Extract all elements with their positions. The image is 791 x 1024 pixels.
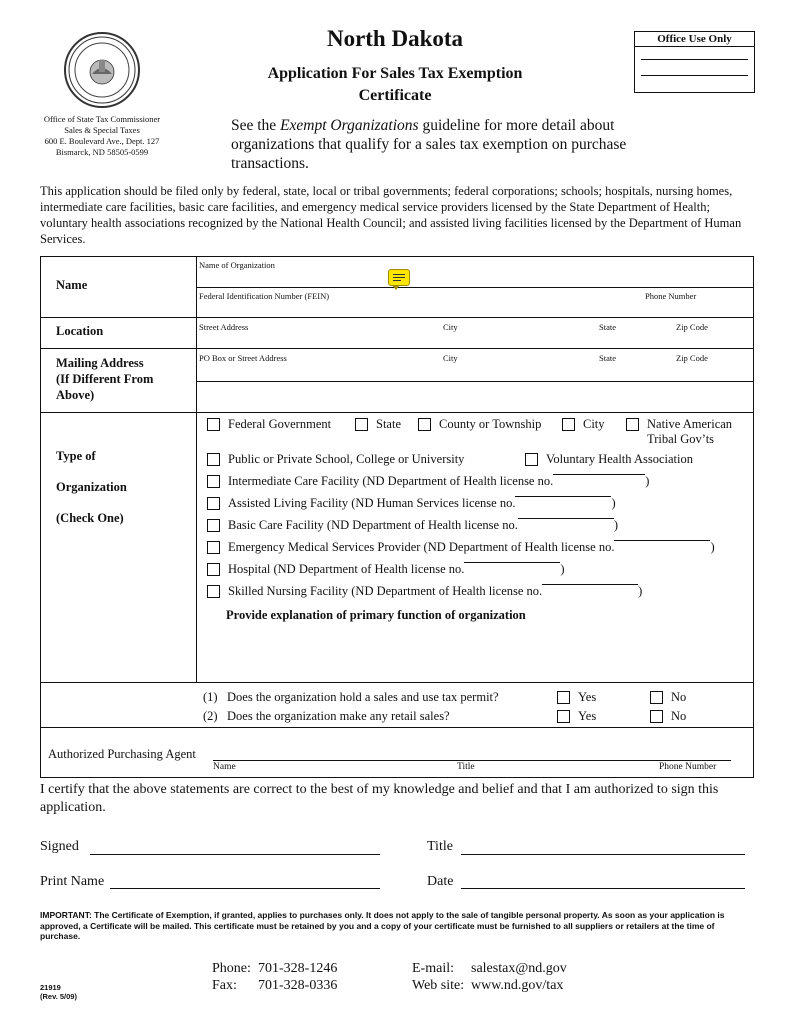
certification-statement: I certify that the above statements are correct to the best of my knowledge and belief and that I am authorized to sign this application. bbox=[40, 782, 719, 815]
mailing-label-line: Above) bbox=[56, 388, 95, 402]
option-label: Assisted Living Facility (ND Human Services license no. bbox=[228, 496, 516, 510]
office-address bbox=[40, 114, 164, 158]
form-title-line1: Application For Sales Tax Exemption bbox=[267, 65, 523, 82]
date-field[interactable] bbox=[461, 888, 745, 889]
divider bbox=[41, 727, 753, 728]
org-type-label: Type of bbox=[56, 449, 96, 463]
checkbox[interactable] bbox=[207, 541, 220, 554]
checkbox-county[interactable] bbox=[418, 417, 541, 432]
divider bbox=[196, 287, 753, 288]
mailing-state-field[interactable]: State bbox=[599, 353, 616, 363]
license-field[interactable] bbox=[518, 518, 614, 519]
option-label: Emergency Medical Services Provider (ND Department of Health license no. bbox=[228, 540, 615, 554]
checkbox-bcf[interactable] bbox=[207, 518, 618, 533]
note-line bbox=[393, 280, 401, 281]
state-field[interactable]: State bbox=[599, 322, 616, 332]
column-divider bbox=[196, 257, 197, 682]
checkbox[interactable] bbox=[626, 418, 639, 431]
website-label: Web site: bbox=[412, 978, 465, 993]
signed-label: Signed bbox=[40, 839, 79, 854]
title-field[interactable] bbox=[461, 854, 745, 855]
checkbox-ems[interactable] bbox=[207, 540, 715, 555]
print-name-label: Print Name bbox=[40, 874, 105, 889]
signature-field[interactable] bbox=[90, 854, 380, 855]
title-label: Title bbox=[427, 839, 453, 854]
org-type-hint: (Check One) bbox=[56, 511, 124, 525]
paren: ) bbox=[611, 496, 616, 510]
fein-field[interactable]: Federal Identification Number (FEIN) bbox=[199, 291, 330, 301]
checkbox[interactable] bbox=[418, 418, 431, 431]
question-text: Does the organization hold a sales and use tax permit? bbox=[227, 690, 499, 704]
location-label: Location bbox=[56, 324, 104, 338]
license-field[interactable] bbox=[614, 540, 710, 541]
form-revision: (Rev. 5/09) bbox=[40, 992, 77, 1001]
paren: ) bbox=[613, 518, 619, 532]
checkbox[interactable] bbox=[207, 585, 220, 598]
divider bbox=[41, 412, 753, 413]
divider bbox=[41, 682, 753, 683]
checkbox-vha[interactable] bbox=[525, 452, 693, 467]
question-1 bbox=[203, 690, 499, 705]
mailing-street-field[interactable]: PO Box or Street Address bbox=[199, 353, 287, 363]
option-label: State bbox=[376, 417, 401, 431]
office-street: 600 E. Boulevard Ave., Dept. 127 bbox=[44, 136, 160, 146]
q2-no[interactable] bbox=[650, 709, 686, 724]
agent-label: Authorized Purchasing Agent bbox=[48, 747, 196, 761]
license-field[interactable] bbox=[515, 496, 611, 497]
checkbox-native-american[interactable] bbox=[626, 417, 732, 447]
comment-note-icon[interactable] bbox=[388, 269, 410, 286]
license-field[interactable] bbox=[542, 584, 638, 585]
license-field[interactable] bbox=[464, 562, 560, 563]
office-city: Bismarck, ND 58505-0599 bbox=[55, 147, 149, 157]
license-field[interactable] bbox=[553, 474, 645, 475]
checkbox[interactable] bbox=[207, 497, 220, 510]
website-link[interactable]: www.nd.gov/tax bbox=[471, 978, 564, 993]
name-label: Name bbox=[56, 278, 88, 292]
state-seal bbox=[64, 32, 140, 108]
city-field[interactable]: City bbox=[443, 322, 458, 332]
option-label: Skilled Nursing Facility (ND Department of Health license no. bbox=[228, 584, 543, 598]
option-label: Voluntary Health Association bbox=[546, 452, 693, 466]
fax-label: Fax: bbox=[212, 978, 237, 993]
checkbox[interactable] bbox=[207, 453, 220, 466]
option-label: Public or Private School, College or University bbox=[228, 452, 465, 466]
checkbox-icf[interactable] bbox=[207, 474, 649, 489]
checkbox-alf[interactable] bbox=[207, 496, 616, 511]
paren: ) bbox=[710, 540, 715, 554]
question-number: (1) bbox=[203, 690, 218, 704]
checkbox-snf[interactable] bbox=[207, 584, 642, 599]
street-field[interactable]: Street Address bbox=[199, 322, 249, 332]
guideline-link-text: Exempt Organizations bbox=[280, 117, 419, 134]
phone-label: Phone: bbox=[212, 961, 251, 976]
question-text: Does the organization make any retail sales? bbox=[227, 709, 450, 723]
mailing-label-line: Mailing Address bbox=[56, 356, 144, 370]
form-number bbox=[40, 983, 77, 1001]
option-label: No bbox=[671, 709, 687, 723]
divider bbox=[41, 317, 753, 318]
option-label bbox=[647, 417, 732, 447]
mailing-label-line: (If Different From bbox=[56, 372, 154, 386]
state-title: North Dakota bbox=[326, 26, 464, 51]
checkbox-city[interactable] bbox=[562, 417, 605, 432]
office-name: Office of State Tax Commissioner bbox=[43, 114, 161, 124]
form-title-line2: Certificate bbox=[358, 87, 432, 104]
checkbox[interactable] bbox=[207, 519, 220, 532]
office-use-box bbox=[634, 31, 755, 93]
print-name-field[interactable] bbox=[110, 888, 380, 889]
application-form bbox=[40, 256, 754, 778]
guideline-text: See the bbox=[231, 117, 281, 134]
zip-field[interactable]: Zip Code bbox=[676, 322, 708, 332]
mailing-city-field[interactable]: City bbox=[443, 353, 458, 363]
option-label: County or Township bbox=[439, 417, 542, 431]
phone-field[interactable]: Phone Number bbox=[645, 291, 697, 301]
checkbox-federal[interactable] bbox=[207, 417, 331, 432]
option-label-line: Native American bbox=[647, 417, 733, 431]
agent-name-caption: Name bbox=[213, 762, 236, 772]
q1-yes[interactable] bbox=[557, 690, 596, 705]
eligibility-paragraph: This application should be filed only by federal, state, local or tribal governments; federal corporations; schools; hospitals, nursing homes, intermediate care facilities, basic care facilities, and emergency medical service providers licensed by the State Department of Health; voluntary health associations recognized by the National Health Council; and assisted living facilities licensed by the Department of Human Services. bbox=[40, 184, 742, 246]
form-title bbox=[240, 63, 550, 107]
checkbox[interactable] bbox=[557, 710, 570, 723]
email-link[interactable]: salestax@nd.gov bbox=[471, 961, 567, 976]
option-label: Yes bbox=[578, 709, 597, 723]
org-type-label: Organization bbox=[56, 480, 127, 494]
checkbox[interactable] bbox=[525, 453, 538, 466]
checkbox[interactable] bbox=[562, 418, 575, 431]
agent-phone-caption: Phone Number bbox=[659, 762, 717, 772]
option-label: Yes bbox=[578, 690, 597, 704]
option-label-line: Tribal Gov’ts bbox=[647, 432, 715, 446]
paren: ) bbox=[638, 584, 643, 598]
q1-no[interactable] bbox=[650, 690, 686, 705]
important-notice: IMPORTANT: The Certificate of Exemption, if granted, applies to purchases only. It does not apply to the sale of tangible personal property. As soon as your application is approved, a Certificate will be mailed. This certificate must be retained by you and a copy of your certificate must be furnished to all suppliers or retailers at the time of purchase. bbox=[40, 910, 725, 941]
checkbox[interactable] bbox=[650, 710, 663, 723]
office-division: Sales & Special Taxes bbox=[64, 125, 140, 135]
agent-line[interactable] bbox=[213, 760, 731, 761]
question-2 bbox=[203, 709, 450, 724]
form-number-value: 21919 bbox=[40, 983, 61, 992]
date-label: Date bbox=[427, 874, 454, 889]
option-label: Basic Care Facility (ND Department of Health license no. bbox=[228, 518, 518, 532]
note-line bbox=[393, 274, 405, 275]
office-use-line bbox=[641, 59, 748, 60]
option-label: Federal Government bbox=[228, 417, 332, 431]
email-label: E-mail: bbox=[412, 961, 454, 976]
option-label: Intermediate Care Facility (ND Department of Health license no. bbox=[228, 474, 554, 488]
divider bbox=[41, 348, 753, 349]
paren: ) bbox=[645, 474, 650, 488]
checkbox[interactable] bbox=[650, 691, 663, 704]
checkbox[interactable] bbox=[207, 475, 220, 488]
option-label: City bbox=[583, 417, 605, 431]
question-number: (2) bbox=[203, 709, 218, 723]
guideline-note bbox=[231, 116, 651, 173]
office-use-label: Office Use Only bbox=[635, 32, 754, 47]
checkbox[interactable] bbox=[557, 691, 570, 704]
mailing-label bbox=[56, 355, 153, 403]
checkbox-school[interactable] bbox=[207, 452, 464, 467]
seal-emblem bbox=[66, 34, 138, 106]
office-use-line bbox=[641, 75, 748, 76]
option-label: Hospital (ND Department of Health license no. bbox=[228, 562, 465, 576]
divider bbox=[196, 381, 753, 382]
org-name-field[interactable]: Name of Organization bbox=[199, 260, 275, 270]
explanation-prompt: Provide explanation of primary function of organization bbox=[226, 608, 526, 622]
guideline-text: guideline for more detail about organizations that qualify for a sales tax exemption on purchase transactions. bbox=[231, 117, 627, 172]
note-line bbox=[393, 277, 405, 278]
mailing-zip-field[interactable]: Zip Code bbox=[676, 353, 708, 363]
checkbox-state[interactable] bbox=[355, 417, 401, 432]
agent-title-caption: Title bbox=[457, 762, 475, 772]
checkbox-hospital[interactable] bbox=[207, 562, 565, 577]
phone-number: 701-328-1246 bbox=[258, 961, 338, 976]
explanation-field[interactable] bbox=[221, 629, 741, 677]
option-label: No bbox=[671, 690, 687, 704]
checkbox[interactable] bbox=[207, 418, 220, 431]
checkbox[interactable] bbox=[355, 418, 368, 431]
q2-yes[interactable] bbox=[557, 709, 596, 724]
paren: ) bbox=[560, 562, 565, 576]
fax-number: 701-328-0336 bbox=[258, 978, 338, 993]
checkbox[interactable] bbox=[207, 563, 220, 576]
